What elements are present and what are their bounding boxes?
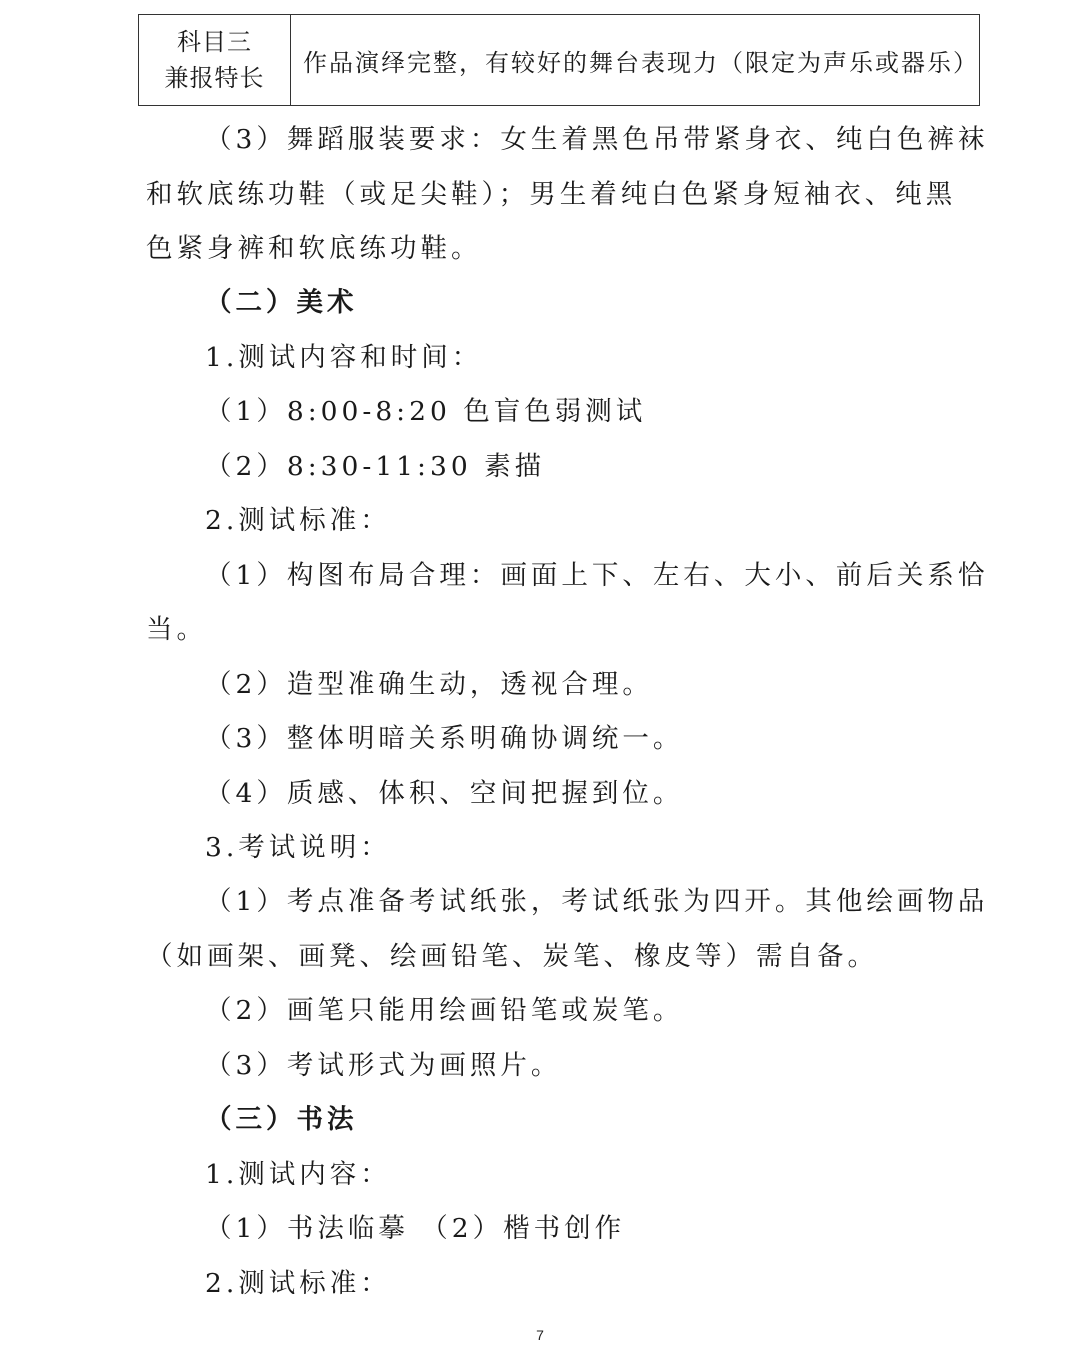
calligraphy-section-heading: （三）书法 [205, 1104, 358, 1135]
art-exam-item-2: （2）画笔只能用绘画铅笔或炭笔。 [205, 995, 684, 1026]
art-exam-item-1-line1: （1）考点准备考试纸张，考试纸张为四开。其他绘画物品 [205, 886, 989, 917]
art-content-heading: 1.测试内容和时间： [205, 342, 483, 373]
dance-attire-line1: （3）舞蹈服装要求：女生着黑色吊带紧身衣、纯白色裤袜 [205, 124, 989, 155]
art-standard-item-4: （4）质感、体积、空间把握到位。 [205, 778, 684, 809]
description-cell: 作品演绎完整，有较好的舞台表现力（限定为声乐或器乐） [291, 15, 980, 106]
subject-table [138, 14, 980, 106]
art-standard-item-3: （3）整体明暗关系明确协调统一。 [205, 723, 684, 754]
art-section-heading: （二）美术 [205, 287, 358, 318]
art-exam-item-3: （3）考试形式为画照片。 [205, 1050, 562, 1081]
dance-attire-line3: 色紧身裤和软底练功鞋。 [146, 233, 482, 264]
art-standard-item-2: （2）造型准确生动，透视合理。 [205, 669, 653, 700]
table-row [139, 15, 980, 106]
calligraphy-standard-heading: 2.测试标准： [205, 1268, 391, 1299]
art-standard-heading: 2.测试标准： [205, 505, 391, 536]
art-exam-heading: 3.考试说明： [205, 832, 391, 863]
art-exam-item-1-line2: （如画架、画凳、绘画铅笔、炭笔、橡皮等）需自备。 [146, 941, 878, 972]
subject-label-line1: 科目三 [177, 28, 252, 56]
art-content-item-2: （2）8:30-11:30 素描 [205, 451, 546, 482]
page-number: 7 [536, 1327, 544, 1343]
subject-cell [139, 15, 291, 106]
dance-attire-line2: 和软底练功鞋（或足尖鞋）；男生着纯白色紧身短袖衣、纯黑 [146, 179, 957, 210]
art-standard-item-1-line2: 当。 [146, 614, 207, 645]
art-standard-item-1-line1: （1）构图布局合理：画面上下、左右、大小、前后关系恰 [205, 560, 989, 591]
calligraphy-content-items: （1）书法临摹 （2）楷书创作 [205, 1213, 626, 1244]
art-content-item-1: （1）8:00-8:20 色盲色弱测试 [205, 396, 647, 427]
calligraphy-content-heading: 1.测试内容： [205, 1159, 391, 1190]
subject-label-line2: 兼报特长 [164, 64, 265, 92]
